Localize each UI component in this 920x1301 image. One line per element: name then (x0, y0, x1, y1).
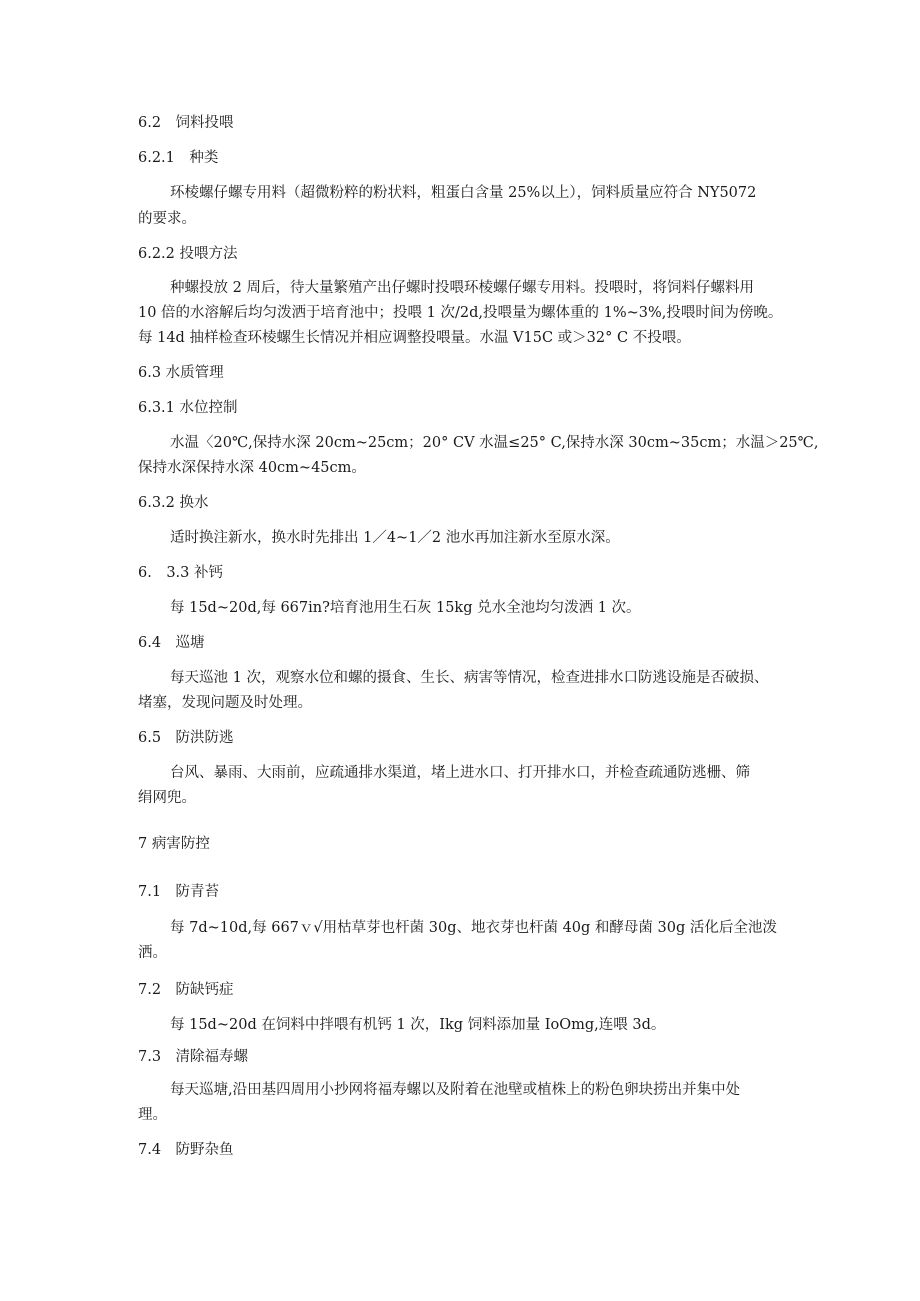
paragraph-line: 水温〈20℃,保持水深 20cm~25cm；20° CV 水温≤25° C,保持水深 30cm~35cm；水温＞25℃, (170, 435, 819, 451)
section-heading-6-4: 6.4 巡塘 (138, 635, 205, 651)
section-heading-7-3: 7.3 清除福寿螺 (138, 1049, 249, 1065)
paragraph-line: 10 倍的水溶解后均匀泼洒于培育池中；投喂 1 次/2d,投喂量为螺体重的 1%~3%,投喂时间为傍晚。 (138, 305, 783, 321)
section-heading-6-5: 6.5 防洪防逃 (138, 730, 234, 746)
section-heading-6-2-2: 6.2.2 投喂方法 (138, 246, 238, 262)
paragraph-line: 每 14d 抽样检查环棱螺生长情况并相应调整投喂量。水温 V15C 或＞32° C 不投喂。 (138, 330, 691, 346)
paragraph-line: 环棱螺仔螺专用料（超微粉粹的粉状料，粗蛋白含量 25%以上），饲料质量应符合 NY5072 (170, 185, 757, 201)
paragraph-line: 的要求。 (138, 211, 196, 227)
section-heading-6-2-1: 6.2.1 种类 (138, 150, 219, 166)
section-heading-6-3-1: 6.3.1 水位控制 (138, 400, 238, 416)
paragraph-line: 台风、暴雨、大雨前，应疏通排水渠道，堵上进水口、打开排水口，并检查疏通防逃栅、筛 (170, 765, 750, 781)
section-heading-7-1: 7.1 防青苔 (138, 884, 220, 900)
section-heading-6-3-2: 6.3.2 换水 (138, 495, 209, 511)
paragraph-line: 种螺投放 2 周后，待大量繁殖产出仔螺时投喂环棱螺仔螺专用料。投喂时，将饲料仔螺料用 (170, 280, 754, 296)
section-heading-6-3-3: 6. 3.3 补钙 (138, 565, 224, 581)
paragraph-line: 理。 (138, 1107, 167, 1123)
section-heading-6-3: 6.3 水质管理 (138, 365, 224, 381)
paragraph-line: 每 15d~20d 在饲料中拌喂有机钙 1 次，Ikg 饲料添加量 IoOmg,连喂 3d。 (170, 1017, 666, 1033)
paragraph-line: 每 7d~10d,每 667ｖ√用枯草芽也杆菌 30g、地衣芽也杆菌 40g 和酵母菌 30g 活化后全池泼 (170, 920, 777, 936)
paragraph-line: 每 15d~20d,每 667in?培育池用生石灰 15kg 兑水全池均匀泼洒 1 次。 (170, 600, 641, 616)
paragraph-line: 洒。 (138, 945, 167, 961)
paragraph-line: 每天巡池 1 次，观察水位和螺的摄食、生长、病害等情况，检查进排水口防逃设施是否破损、 (170, 670, 769, 686)
section-heading-7-2: 7.2 防缺钙症 (138, 982, 234, 998)
section-heading-6-2: 6.2 饲料投喂 (138, 115, 234, 131)
chapter-heading-7: 7 病害防控 (138, 836, 210, 852)
paragraph-line: 堵塞，发现问题及时处理。 (138, 695, 312, 711)
section-heading-7-4: 7.4 防野杂鱼 (138, 1142, 234, 1158)
paragraph-line: 绢网兜。 (138, 790, 196, 806)
paragraph-line: 适时换注新水，换水时先排出 1／4~1／2 池水再加注新水至原水深。 (170, 530, 620, 546)
paragraph-line: 每天巡塘,沿田基四周用小抄网将福寿螺以及附着在池壁或植株上的粉色卵块捞出并集中处 (170, 1082, 741, 1098)
paragraph-line: 保持水深保持水深 40cm~45cm。 (138, 460, 366, 476)
